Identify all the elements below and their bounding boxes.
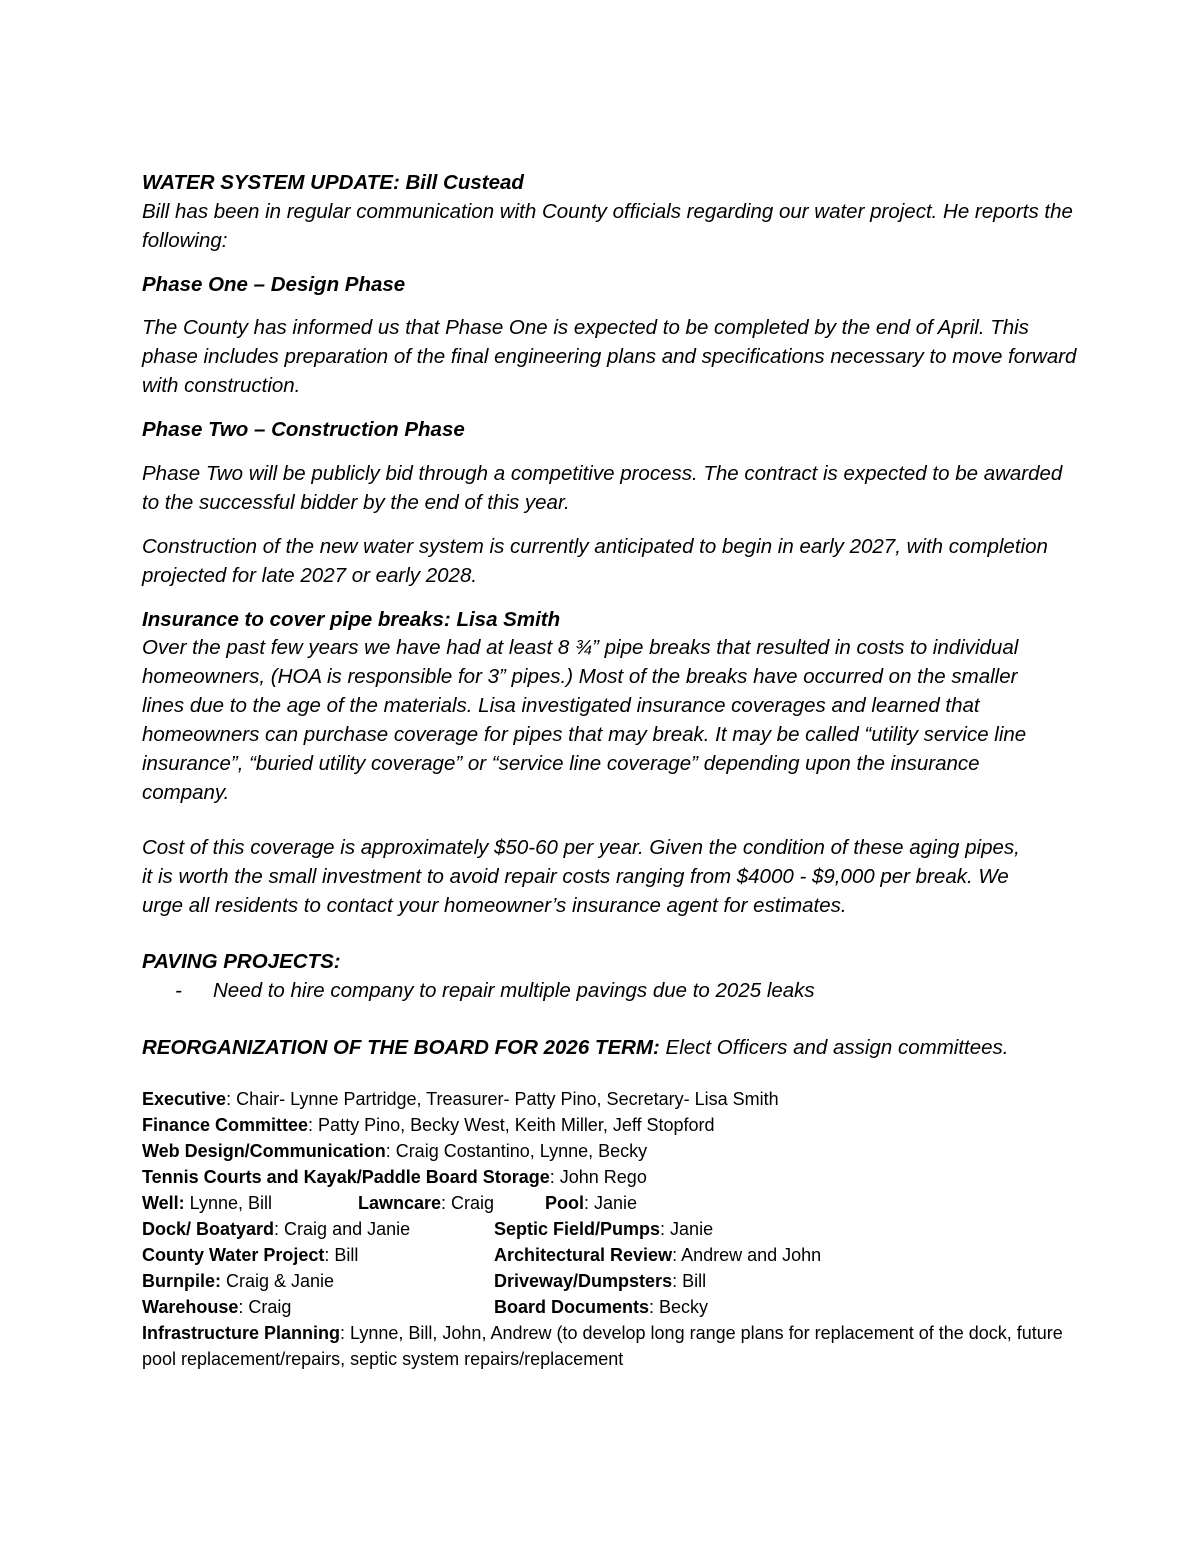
reorg-line [142, 1033, 1122, 1062]
committee-well [142, 1190, 272, 1216]
phase-one-text: The County has informed us that Phase One is expected to be completed by the end of April. This phase includes preparation of the final engineering plans and specifications necessary to move forward with construction. [142, 316, 1077, 397]
committee-label: Septic Field/Pumps [494, 1219, 661, 1239]
committee-members: : Craig Costantino, Lynne, Becky [385, 1141, 648, 1161]
committee-members: : Bill [672, 1271, 707, 1291]
committee-label: Web Design/Communication [142, 1141, 386, 1161]
committee-infrastructure [142, 1320, 1072, 1372]
committee-label: Board Documents [494, 1297, 650, 1317]
committee-label: County Water Project [142, 1245, 325, 1265]
bullet-dash: - [175, 979, 182, 1002]
committee-members: : Patty Pino, Becky West, Keith Miller, Jeff Stopford [308, 1115, 715, 1135]
water-system-heading: WATER SYSTEM UPDATE: Bill Custead [142, 171, 524, 194]
committee-architectural [494, 1242, 821, 1268]
committee-members: : Craig and Janie [274, 1219, 411, 1239]
committee-label: Lawncare [358, 1193, 442, 1213]
committee-label: Executive [142, 1089, 227, 1109]
committee-board-documents [494, 1294, 708, 1320]
committee-members: : Lynne, Bill, John, Andrew (to develop long range plans for replacement of the dock, future pool replacement/repairs, septic system repairs/replacement [142, 1323, 1063, 1369]
paving-heading: PAVING PROJECTS: [142, 950, 341, 973]
committee-label: Driveway/Dumpsters [494, 1271, 673, 1291]
committee-members: : Becky [649, 1297, 709, 1317]
committee-members: : Chair- Lynne Partridge, Treasurer- Patty Pino, Secretary- Lisa Smith [226, 1089, 779, 1109]
committee-label: Pool [545, 1193, 584, 1213]
committee-finance [142, 1112, 715, 1138]
committee-members: Lynne, Bill [184, 1193, 273, 1213]
phase-two-text: Phase Two will be publicly bid through a competitive process. The contract is expected to be awarded to the successful bidder by the end of this year. [142, 462, 1063, 514]
committee-label: Well: [142, 1193, 185, 1213]
committee-label: Finance Committee [142, 1115, 309, 1135]
committee-executive [142, 1086, 779, 1112]
construction-text: Construction of the new water system is currently anticipated to begin in early 2027, with completion projected for late 2027 or early 2028. [142, 535, 1048, 587]
committee-septic [494, 1216, 713, 1242]
committee-label: Dock/ Boatyard [142, 1219, 275, 1239]
insurance-heading: Insurance to cover pipe breaks: Lisa Smith [142, 608, 561, 631]
water-system-intro: Bill has been in regular communication with County officials regarding our water project. He reports the following: [142, 200, 1073, 252]
insurance-paragraph-2: Cost of this coverage is approximately $50-60 per year. Given the condition of these aging pipes, it is worth the small investment to avoid repair costs ranging from $4000 - $9,000 per break. We urge all residents to contact your homeowner’s insurance agent for estimates. [142, 836, 1020, 917]
committee-members: : Janie [660, 1219, 714, 1239]
committee-web-design [142, 1138, 647, 1164]
committee-tennis [142, 1164, 647, 1190]
committee-members: : Craig [441, 1193, 495, 1213]
committee-members: : Andrew and John [672, 1245, 822, 1265]
paving-bullet-text: Need to hire company to repair multiple pavings due to 2025 leaks [213, 979, 815, 1002]
phase-two-heading: Phase Two – Construction Phase [142, 418, 465, 441]
committee-label: Architectural Review [494, 1245, 673, 1265]
committee-label: Tennis Courts and Kayak/Paddle Board Storage [142, 1167, 550, 1187]
committee-burnpile [142, 1268, 334, 1294]
committee-label: Infrastructure Planning [142, 1323, 341, 1343]
insurance-paragraph-1: Over the past few years we have had at least 8 ¾” pipe breaks that resulted in costs to individual homeowners, (HOA is responsible for 3” pipes.) Most of the breaks have occurred on the smaller lines due to the age of the materials. Lisa investigated insurance coverages and learned that homeowners can purchase coverage for pipes that may break. It may be called “utility service line insurance”, “buried utility coverage” or “service line coverage” depending upon the insurance company. [142, 636, 1027, 804]
committee-county-water [142, 1242, 358, 1268]
committee-warehouse [142, 1294, 291, 1320]
committee-members: : Bill [324, 1245, 359, 1265]
committee-members: Craig & Janie [221, 1271, 335, 1291]
committee-members: : Janie [584, 1193, 638, 1213]
committee-driveway [494, 1268, 706, 1294]
committee-members: : John Rego [549, 1167, 647, 1187]
committee-label: Warehouse [142, 1297, 239, 1317]
committee-label: Burnpile: [142, 1271, 221, 1291]
phase-one-heading: Phase One – Design Phase [142, 273, 406, 296]
reorg-heading: REORGANIZATION OF THE BOARD FOR 2026 TERM: [142, 1036, 660, 1059]
committee-lawncare [358, 1190, 494, 1216]
committee-dock [142, 1216, 410, 1242]
reorg-heading-rest: Elect Officers and assign committees. [659, 1036, 1009, 1059]
committee-members: : Craig [238, 1297, 292, 1317]
committee-pool [545, 1190, 637, 1216]
